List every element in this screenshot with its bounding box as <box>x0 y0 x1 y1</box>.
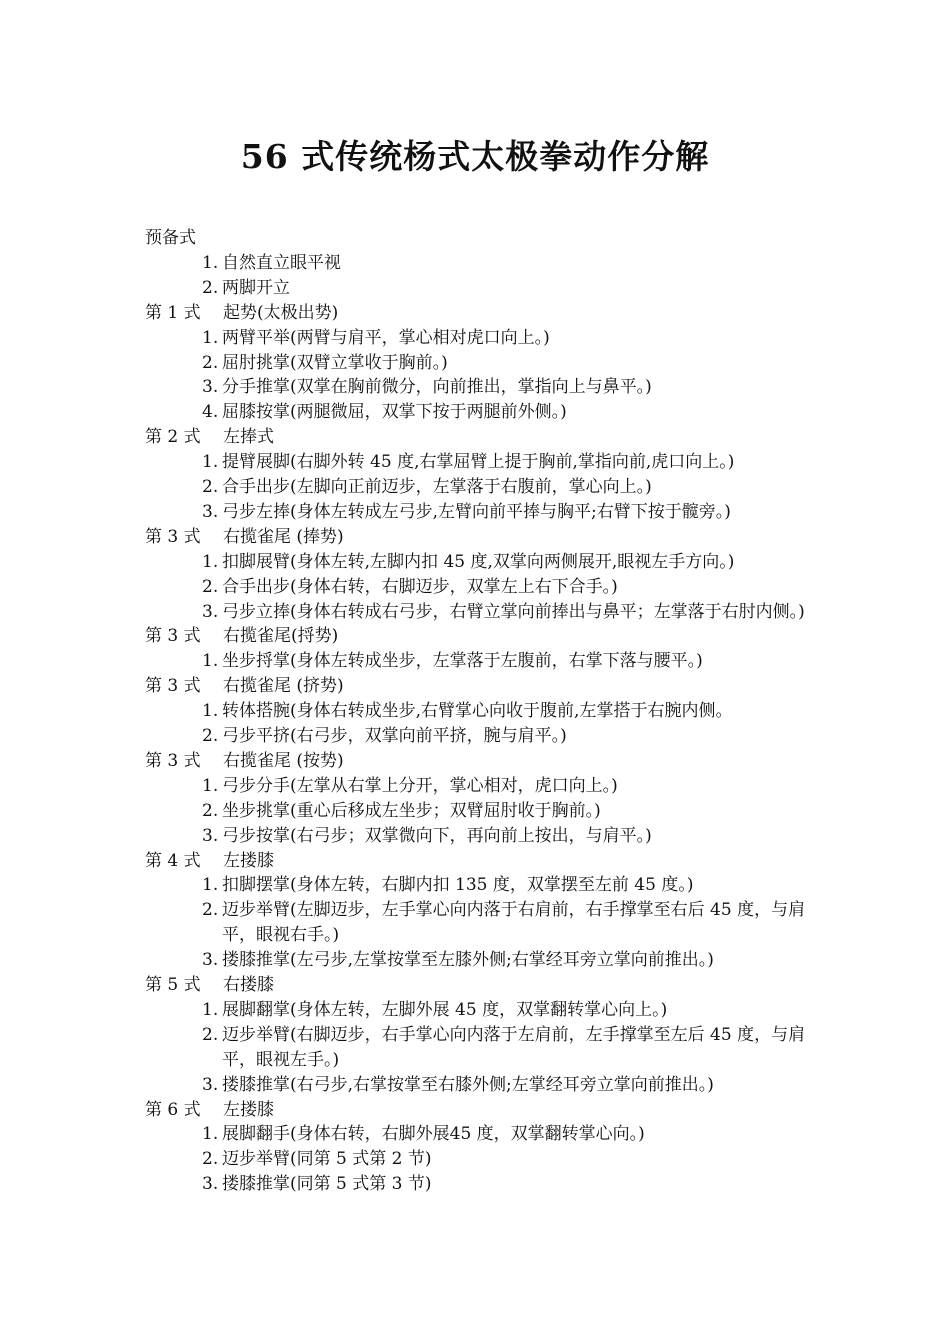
section-name: 右揽雀尾(捋势) <box>223 626 339 647</box>
step-number: 3. <box>202 501 219 522</box>
step-text: 两臂平举(两臂与肩平，掌心相对虎口向上。) <box>222 327 550 348</box>
step-item <box>145 500 825 525</box>
step-text: 自然直立眼平视 <box>222 252 341 273</box>
section-name: 起势(太极出势) <box>223 302 339 323</box>
step-number: 2. <box>202 1024 219 1045</box>
step-text: 两脚开立 <box>222 277 290 298</box>
step-number: 3. <box>202 601 219 622</box>
section-label: 第 3 式 <box>145 750 201 771</box>
section-label: 第 1 式 <box>145 302 201 323</box>
section-heading <box>145 624 825 649</box>
step-number: 2. <box>202 800 219 821</box>
step-item <box>145 550 825 575</box>
step-number: 3. <box>202 950 219 971</box>
step-number: 1. <box>202 775 219 796</box>
section-name: 右搂膝 <box>223 975 274 996</box>
step-text: 搂膝推掌(左弓步,左掌按掌至左膝外侧;右掌经耳旁立掌向前推出。) <box>222 950 714 971</box>
step-item <box>145 699 825 724</box>
section-name: 左搂膝 <box>223 1099 274 1120</box>
section-name: 左搂膝 <box>223 850 274 871</box>
step-item <box>145 799 825 824</box>
section-label: 第 2 式 <box>145 427 201 448</box>
step-number: 2. <box>202 726 219 747</box>
section-label: 第 4 式 <box>145 850 201 871</box>
step-text: 坐步捋掌(身体左转成坐步，左掌落于左腹前，右掌下落与腰平。) <box>222 651 703 672</box>
step-item <box>145 649 825 674</box>
section-label: 第 5 式 <box>145 975 201 996</box>
step-text: 扣脚摆掌(身体左转，右脚内扣 135 度，双掌摆至左前 45 度。) <box>222 875 694 896</box>
section-label: 第 3 式 <box>145 526 201 547</box>
section-heading <box>145 1098 825 1123</box>
step-number: 1. <box>202 551 219 572</box>
step-text: 坐步挑掌(重心后移成左坐步；双臂屈肘收于胸前。) <box>222 800 601 821</box>
step-text: 转体搭腕(身体右转成坐步,右臂掌心向收于腹前,左掌搭于右腕内侧。 <box>222 701 733 722</box>
section-heading <box>145 525 825 550</box>
step-number: 2. <box>202 352 219 373</box>
step-text: 弓步立捧(身体右转成右弓步，右臂立掌向前捧出与鼻平；左掌落于右肘内侧。) <box>222 601 805 622</box>
step-item <box>145 326 825 351</box>
step-item <box>145 873 825 898</box>
step-text: 合手出步(身体右转，右脚迈步，双掌左上右下合手。) <box>222 576 618 597</box>
step-item <box>145 375 825 400</box>
step-item <box>145 450 825 475</box>
step-text: 分手推掌(双掌在胸前微分，向前推出，掌指向上与鼻平。) <box>222 377 652 398</box>
step-number: 1. <box>202 651 219 672</box>
step-number: 1. <box>202 1124 219 1145</box>
section-label: 第 6 式 <box>145 1099 201 1120</box>
step-text: 提臂展脚(右脚外转 45 度,右掌屈臂上提于胸前,掌指向前,虎口向上。) <box>222 452 735 473</box>
step-number: 1. <box>202 327 219 348</box>
step-text: 弓步平挤(右弓步，双掌向前平挤，腕与肩平。) <box>222 726 567 747</box>
step-number: 1. <box>202 252 219 273</box>
step-item <box>145 774 825 799</box>
step-text: 屈膝按掌(两腿微屈，双掌下按于两腿前外侧。) <box>222 402 567 423</box>
section-name: 右揽雀尾 (捧势) <box>223 526 344 547</box>
step-number: 3. <box>202 1074 219 1095</box>
step-item <box>145 824 825 849</box>
step-text: 弓步按掌(右弓步；双掌微向下，再向前上按出，与肩平。) <box>222 825 652 846</box>
step-text: 迈步举臂(右脚迈步，右手掌心向内落于左肩前，左手撑掌至左后 45 度，与肩平，眼视左手。) <box>222 1024 806 1070</box>
step-number: 2. <box>202 1149 219 1170</box>
step-number: 2. <box>202 477 219 498</box>
step-number: 3. <box>202 377 219 398</box>
step-number: 4. <box>202 402 219 423</box>
step-number: 2. <box>202 900 219 921</box>
section-heading <box>145 301 825 326</box>
step-item <box>145 998 825 1023</box>
step-text: 合手出步(左脚向正前迈步，左掌落于右腹前，掌心向上。) <box>222 477 652 498</box>
step-number: 1. <box>202 701 219 722</box>
step-number: 2. <box>202 576 219 597</box>
section-label: 第 3 式 <box>145 676 201 697</box>
step-item <box>145 1172 825 1197</box>
step-text: 迈步举臂(左脚迈步，左手掌心向内落于右肩前，右手撑掌至右后 45 度，与肩平，眼视右手。) <box>222 900 806 946</box>
step-text: 迈步举臂(同第 5 式第 2 节) <box>222 1149 432 1170</box>
document-body <box>145 226 825 1197</box>
section-name: 右揽雀尾 (挤势) <box>223 676 344 697</box>
step-item <box>145 948 825 973</box>
step-text: 展脚翻手(身体右转，右脚外展45 度，双掌翻转掌心向。) <box>222 1124 645 1145</box>
step-item <box>145 400 825 425</box>
step-item <box>145 1073 825 1098</box>
step-text: 弓步分手(左掌从右掌上分开，掌心相对，虎口向上。) <box>222 775 618 796</box>
section-label: 第 3 式 <box>145 626 201 647</box>
step-text: 搂膝推掌(右弓步,右掌按掌至右膝外侧;左掌经耳旁立掌向前推出。) <box>222 1074 714 1095</box>
step-number: 1. <box>202 875 219 896</box>
section-name: 左捧式 <box>223 427 274 448</box>
step-item <box>145 251 825 276</box>
step-item <box>145 600 825 625</box>
step-item <box>145 1122 825 1147</box>
step-number: 1. <box>202 999 219 1020</box>
section-label: 预备式 <box>145 228 196 248</box>
step-number: 3. <box>202 825 219 846</box>
step-number: 3. <box>202 1174 219 1195</box>
section-heading <box>145 849 825 874</box>
step-number: 1. <box>202 452 219 473</box>
step-item <box>145 1147 825 1172</box>
section-heading <box>145 425 825 450</box>
step-number: 2. <box>202 277 219 298</box>
step-item <box>145 475 825 500</box>
section-heading <box>145 749 825 774</box>
step-text: 屈肘挑掌(双臂立掌收于胸前。) <box>222 352 448 373</box>
step-item <box>145 724 825 749</box>
step-item <box>145 351 825 376</box>
step-text: 扣脚展臂(身体左转,左脚内扣 45 度,双掌向两侧展开,眼视左手方向。) <box>222 551 735 572</box>
step-text: 展脚翻掌(身体左转，左脚外展 45 度，双掌翻转掌心向上。) <box>222 999 668 1020</box>
step-text: 弓步左捧(身体左转成左弓步,左臂向前平捧与胸平;右臂下按于髋旁。) <box>222 501 731 522</box>
step-text: 搂膝推掌(同第 5 式第 3 节) <box>222 1174 432 1195</box>
section-heading <box>145 674 825 699</box>
document-title: 56 式传统杨式太极拳动作分解 <box>240 137 710 176</box>
step-item <box>145 276 825 301</box>
section-heading <box>145 973 825 998</box>
section-heading <box>145 226 825 251</box>
step-item <box>145 1023 825 1073</box>
step-item <box>145 898 825 948</box>
section-name: 右揽雀尾 (按势) <box>223 750 344 771</box>
step-item <box>145 575 825 600</box>
